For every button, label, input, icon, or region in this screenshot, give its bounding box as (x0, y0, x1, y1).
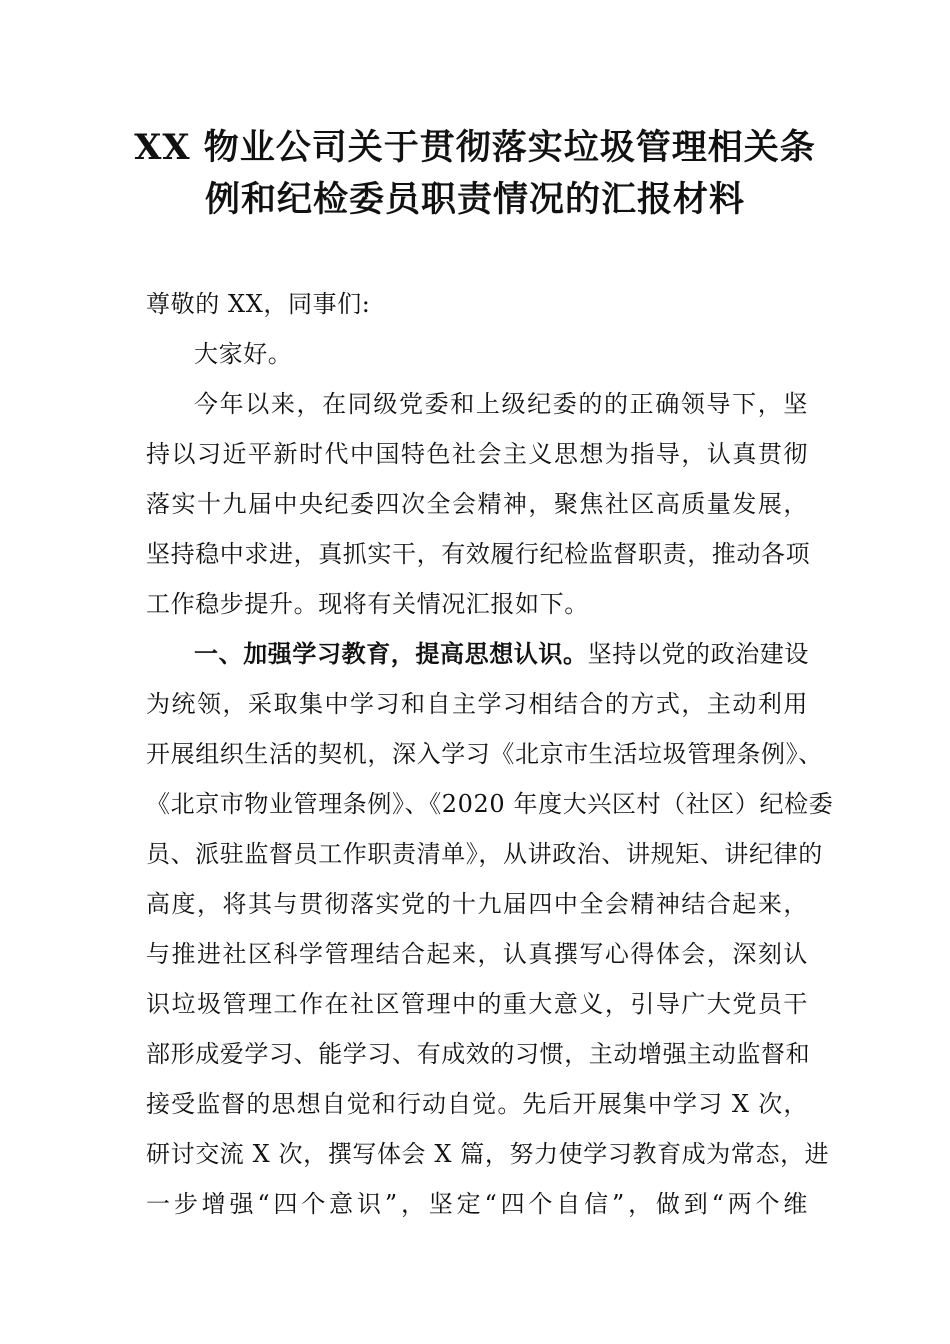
section-1-first-line-text: 坚持以党的政治建设 (587, 640, 810, 668)
section-1-line-7: 与推进社区科学管理结合起来，认真撰写心得体会，深刻认 (146, 940, 808, 968)
section-1-line-2: 为统领，采取集中学习和自主学习相结合的方式，主动利用 (146, 690, 808, 718)
salutation: 尊敬的 XX，同事们: (146, 290, 371, 318)
section-1-line-9: 部形成爱学习、能学习、有成效的习惯，主动增强主动监督和 (146, 1040, 811, 1068)
section-1-line-8: 识垃圾管理工作在社区管理中的重大意义，引导广大党员干 (146, 990, 808, 1018)
section-1-heading: 一、加强学习教育，提高思想认识。 (194, 640, 588, 668)
section-1-line-11: 研讨交流 X 次，撰写体会 X 篇，努力使学习教育成为常态，进 (146, 1140, 830, 1168)
section-1-line-10: 接受监督的思想自觉和行动自觉。先后开展集中学习 X 次， (146, 1090, 808, 1118)
intro-line-1: 今年以来，在同级党委和上级纪委的的正确领导下，坚 (194, 390, 808, 418)
intro-line-4: 坚持稳中求进，真抓实干，有效履行纪检监督职责，推动各项 (146, 540, 811, 568)
section-1-line-5: 员、派驻监督员工作职责清单》，从讲政治、讲规矩、讲纪律的 (146, 840, 823, 868)
greeting: 大家好。 (194, 340, 293, 368)
section-1-first-line (146, 629, 808, 679)
intro-paragraph (146, 379, 811, 629)
document-title (80, 122, 870, 226)
document-body (146, 279, 834, 1229)
intro-line-5: 工作稳步提升。现将有关情况汇报如下。 (146, 590, 589, 618)
section-1-line-3: 开展组织生活的契机，深入学习《北京市生活垃圾管理条例》、 (146, 740, 823, 768)
section-1-line-6: 高度，将其与贯彻落实党的十九届四中全会精神结合起来， (146, 890, 808, 918)
intro-line-3: 落实十九届中央纪委四次全会精神，聚焦社区高质量发展， (146, 490, 808, 518)
intro-line-2: 持以习近平新时代中国特色社会主义思想为指导，认真贯彻 (146, 440, 808, 468)
section-1-line-12: 一步增强“四个意识”，坚定“四个自信”，做到“两个维 (146, 1190, 808, 1218)
title-line-2: 例和纪检委员职责情况的汇报材料 (204, 179, 745, 220)
section-1-line-4: 《北京市物业管理条例》、《2020 年度大兴区村（社区）纪检委 (146, 790, 834, 818)
section-1-paragraph (146, 629, 834, 1229)
title-line-1: XX 物业公司关于贯彻落实垃圾管理相关条 (134, 127, 816, 168)
